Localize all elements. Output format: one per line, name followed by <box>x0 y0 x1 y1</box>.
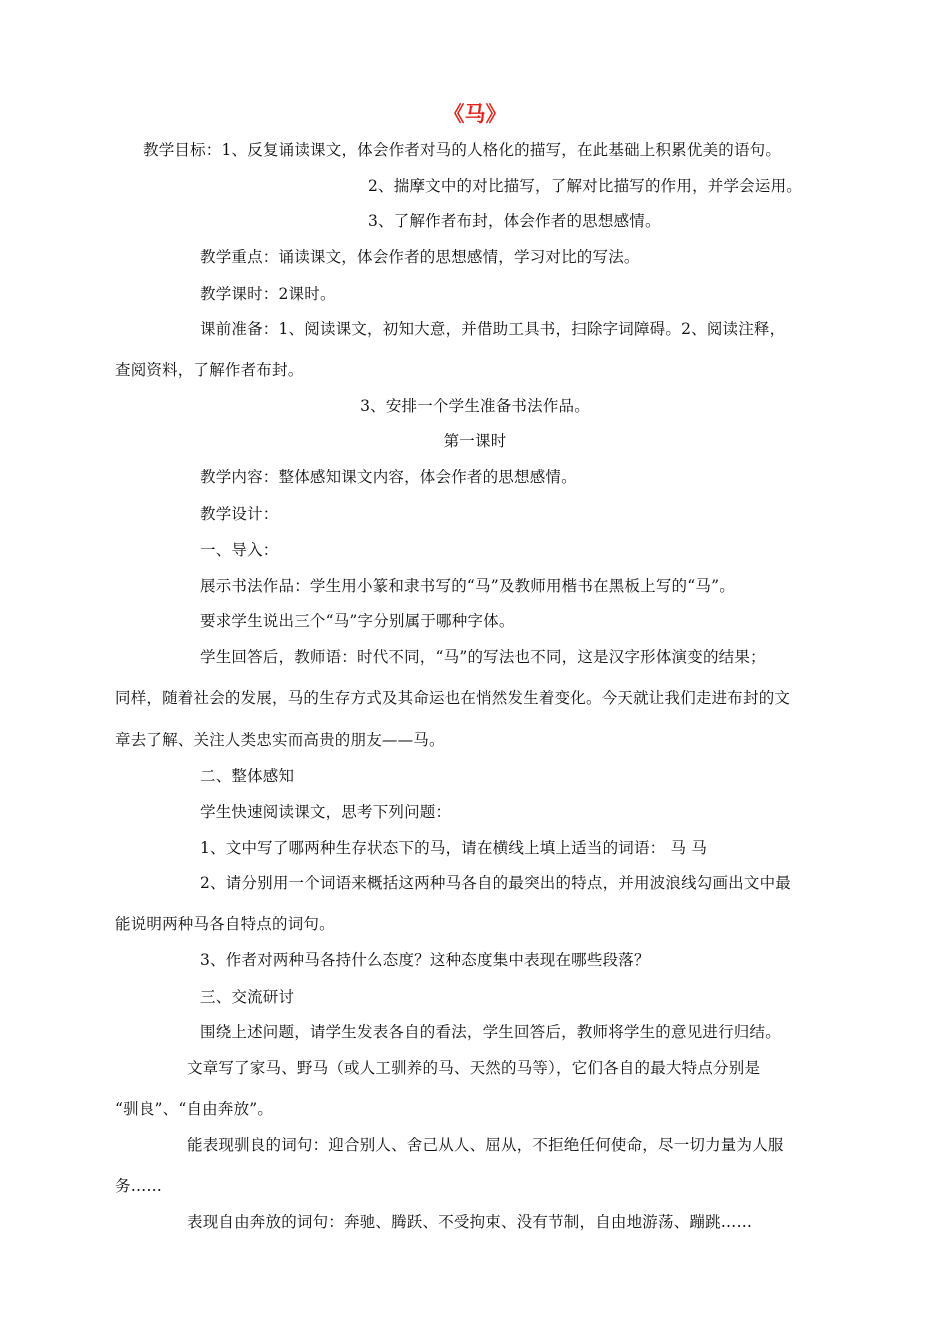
paragraph-line: 能表现驯良的词句：迎合别人、舍己从人、屈从，不拒绝任何使命，尽一切力量为人服 <box>187 1136 784 1154</box>
paragraph-line: 同样，随着社会的发展，马的生存方式及其命运也在悄然发生着变化。今天就让我们走进布封的文 <box>115 689 791 707</box>
paragraph-line: 教学课时：2课时。 <box>200 285 336 303</box>
paragraph-line: 2、请分别用一个词语来概括这两种马各自的最突出的特点，并用波浪线勾画出文中最 <box>200 874 791 892</box>
paragraph-line: 表现自由奔放的词句：奔驰、腾跃、不受拘束、没有节制，自由地游荡、蹦跳…… <box>187 1213 753 1231</box>
paragraph-line: 教学重点：诵读课文，体会作者的思想感情，学习对比的写法。 <box>200 248 640 266</box>
paragraph-line: 2、揣摩文中的对比描写，了解对比描写的作用，并学会运用。 <box>368 177 802 195</box>
paragraph-line: 章去了解、关注人类忠实而高贵的朋友——马。 <box>115 731 445 749</box>
paragraph-line: 3、作者对两种马各持什么态度？这种态度集中表现在哪些段落？ <box>200 951 650 969</box>
paragraph-line: 学生回答后，教师语：时代不同，“马”的写法也不同，这是汉字形体演变的结果； <box>200 648 766 666</box>
paragraph-line: 3、安排一个学生准备书法作品。 <box>360 397 590 415</box>
paragraph-line: 课前准备：1、阅读课文，初知大意，并借助工具书，扫除字词障碍。2、阅读注释， <box>200 320 786 338</box>
paragraph-line: 要求学生说出三个“马”字分别属于哪种字体。 <box>200 612 515 630</box>
paragraph-line: 一、导入： <box>200 541 279 559</box>
paragraph-line: 二、整体感知 <box>200 767 295 785</box>
paragraph-line: “驯良”、“自由奔放”。 <box>115 1100 274 1118</box>
paragraph-line: 查阅资料，了解作者布封。 <box>115 361 304 379</box>
paragraph-line: 围绕上述问题，请学生发表各自的看法，学生回答后，教师将学生的意见进行归结。 <box>200 1023 781 1041</box>
section-heading: 第一课时 <box>443 432 507 450</box>
paragraph-line: 教学设计： <box>200 505 279 523</box>
paragraph-line: 教学目标：1、反复诵读课文，体会作者对马的人格化的描写，在此基础上积累优美的语句。 <box>143 141 782 159</box>
paragraph-line: 3、了解作者布封，体会作者的思想感情。 <box>368 212 661 230</box>
paragraph-line: 1、文中写了哪两种生存状态下的马，请在横线上填上适当的词语： 马 马 <box>200 839 708 857</box>
paragraph-line: 教学内容：整体感知课文内容，体会作者的思想感情。 <box>200 468 577 486</box>
document-title: 《马》 <box>443 101 507 126</box>
paragraph-line: 展示书法作品：学生用小篆和隶书写的“马”及教师用楷书在黑板上写的“马”。 <box>200 577 735 595</box>
paragraph-line: 文章写了家马、野马（或人工驯养的马、天然的马等），它们各自的最大特点分别是 <box>187 1059 761 1077</box>
paragraph-line: 三、交流研讨 <box>200 988 295 1006</box>
paragraph-line: 学生快速阅读课文，思考下列问题： <box>200 803 452 821</box>
paragraph-line: 务…… <box>115 1177 163 1195</box>
paragraph-line: 能说明两种马各自特点的词句。 <box>115 915 335 933</box>
